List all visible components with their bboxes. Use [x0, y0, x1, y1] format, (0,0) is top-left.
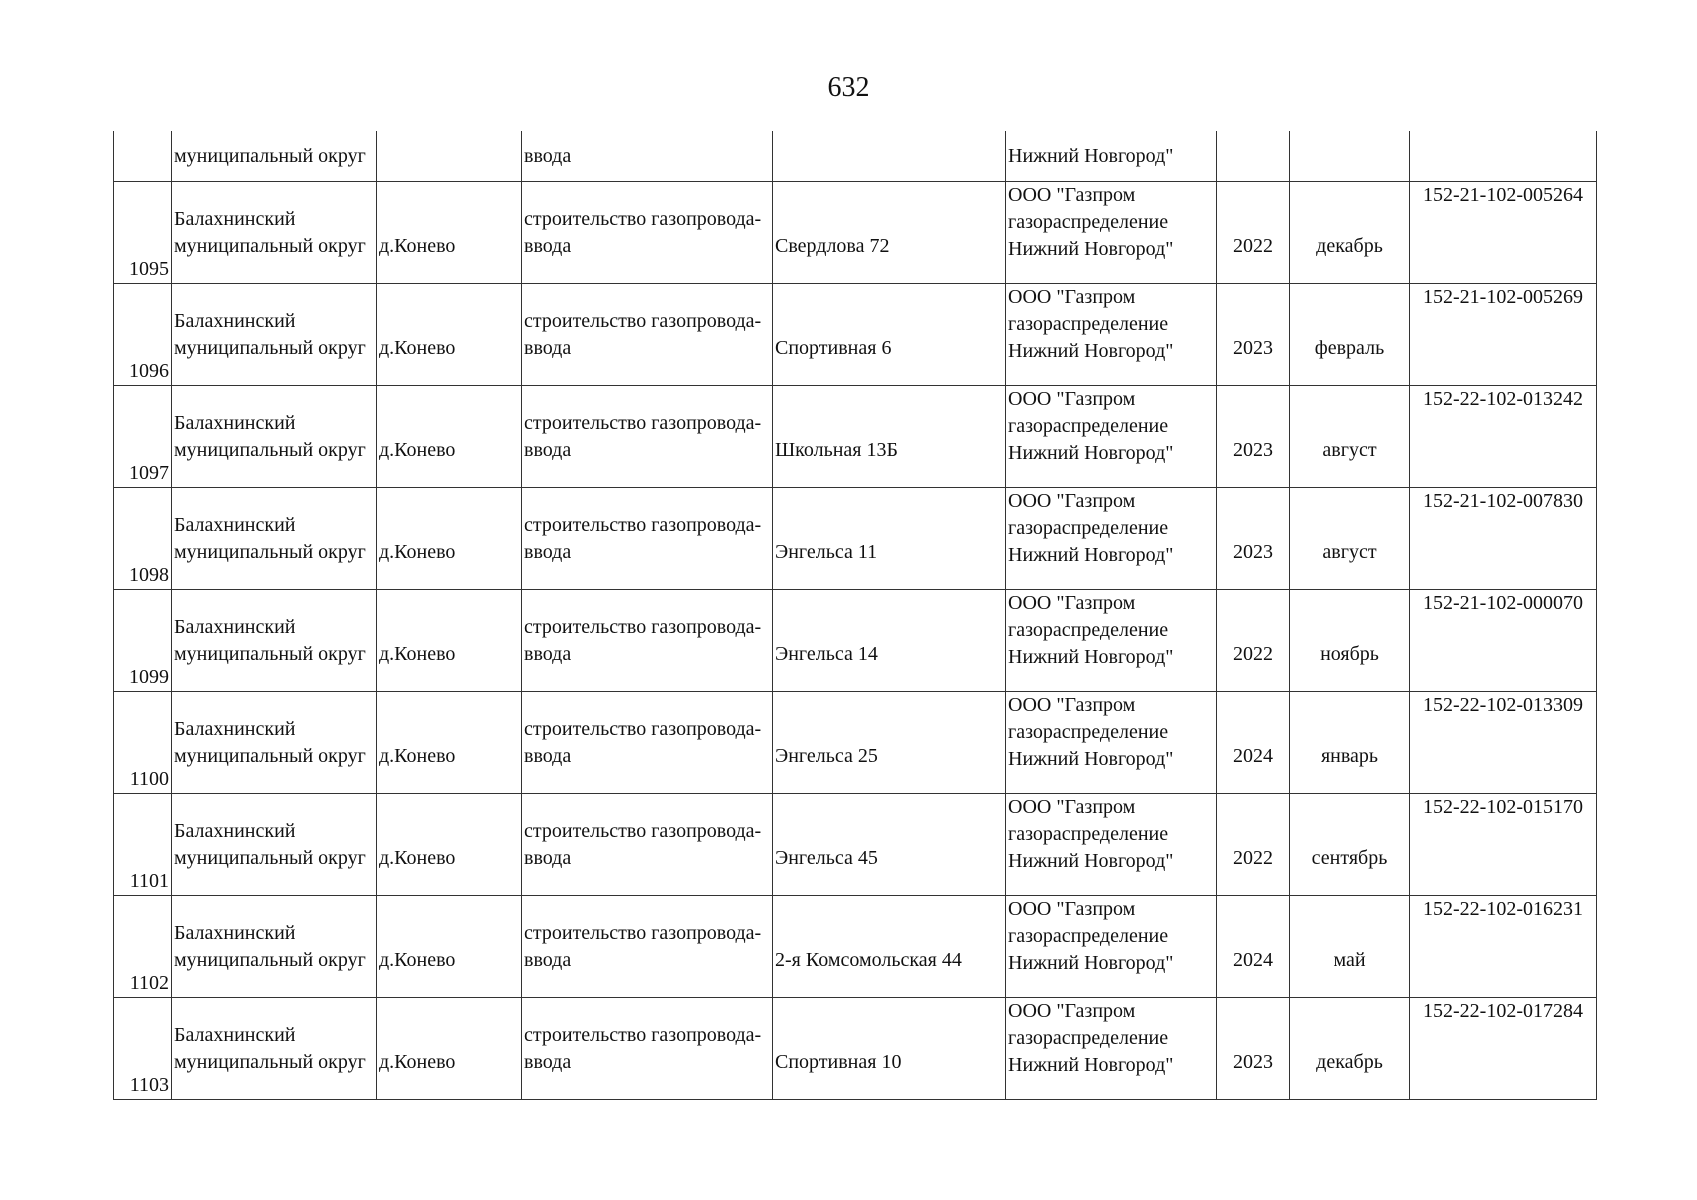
cell-work [522, 590, 773, 692]
address-text: Энгельса 11 [775, 540, 878, 563]
cell-month [1290, 896, 1410, 998]
cell-year [1217, 794, 1290, 896]
month-text: май [1333, 948, 1366, 971]
district-line: муниципальный округ [174, 234, 366, 257]
org-line: газораспределение [1008, 313, 1169, 335]
cell-month [1290, 998, 1410, 1100]
address-text: Энгельса 14 [775, 642, 878, 665]
cell-year [1217, 131, 1290, 182]
org-line: ООО "Газпром [1008, 898, 1136, 920]
continuation-row [114, 131, 1597, 182]
month-text: январь [1320, 744, 1379, 767]
work-line: ввода [524, 948, 572, 971]
table-body [114, 131, 1597, 1100]
cell-address [773, 998, 1006, 1100]
address-text: Энгельса 45 [775, 846, 878, 869]
work-line: ввода [524, 540, 572, 563]
cell-num: 1099 [114, 590, 172, 692]
district-line: Балахнинский [174, 615, 296, 638]
cell-organization [1006, 896, 1217, 998]
cell-code: 152-22-102-013309 [1410, 692, 1597, 794]
cell-organization [1006, 488, 1217, 590]
table-row [114, 896, 1597, 998]
org-line: ООО "Газпром [1008, 694, 1136, 716]
work-line: строительство газопровода- [524, 921, 762, 944]
district-line: муниципальный округ [174, 1050, 366, 1073]
cell-year [1217, 488, 1290, 590]
cell-month [1290, 284, 1410, 386]
cell-num: 1100 [114, 692, 172, 794]
district-line: муниципальный округ [174, 744, 366, 767]
org-line: Нижний Новгород" [1008, 646, 1174, 668]
cell-code: 152-21-102-005264 [1410, 182, 1597, 284]
cell-code: 152-21-102-005269 [1410, 284, 1597, 386]
org-line: ООО "Газпром [1008, 184, 1136, 206]
locality-text: д.Конево [379, 846, 456, 869]
table-row [114, 386, 1597, 488]
table-row [114, 692, 1597, 794]
cell-organization [1006, 794, 1217, 896]
table-row [114, 182, 1597, 284]
cell-month [1290, 182, 1410, 284]
cell-locality [377, 590, 522, 692]
cell-month [1290, 488, 1410, 590]
cell-locality [377, 998, 522, 1100]
district-line: муниципальный округ [174, 846, 366, 869]
cell-num: 1096 [114, 284, 172, 386]
org-line: газораспределение [1008, 619, 1169, 641]
cell-address [773, 284, 1006, 386]
work-line: строительство газопровода- [524, 819, 762, 842]
work-line: ввода [524, 642, 572, 665]
year-text: 2023 [1233, 1050, 1273, 1073]
org-line: Нижний Новгород" [1008, 238, 1174, 260]
locality-text: д.Конево [379, 438, 456, 461]
org-line: Нижний Новгород" [1008, 340, 1174, 362]
cell-address [773, 488, 1006, 590]
district-line: Балахнинский [174, 411, 296, 434]
org-line: ООО "Газпром [1008, 796, 1136, 818]
cell-work [522, 386, 773, 488]
work-line: строительство газопровода- [524, 717, 762, 740]
year-text: 2024 [1233, 948, 1273, 971]
locality-text: д.Конево [379, 744, 456, 767]
cell-num: 1102 [114, 896, 172, 998]
cell-locality [377, 488, 522, 590]
address-text: Свердлова 72 [775, 234, 890, 257]
cell-organization [1006, 386, 1217, 488]
cell-organization [1006, 998, 1217, 1100]
cell-month [1290, 590, 1410, 692]
cell-code: 152-22-102-015170 [1410, 794, 1597, 896]
work-line: строительство газопровода- [524, 1023, 762, 1046]
org-line: Нижний Новгород" [1008, 442, 1174, 464]
address-text: 2-я Комсомольская 44 [775, 948, 962, 971]
work-line: ввода [524, 744, 572, 767]
address-text: Школьная 13Б [775, 438, 898, 461]
month-text: август [1322, 438, 1377, 461]
cell-work [522, 692, 773, 794]
org-line: Нижний Новгород" [1008, 748, 1174, 770]
year-text: 2023 [1233, 540, 1273, 563]
cell-organization: Нижний Новгород" [1006, 131, 1217, 182]
work-line: ввода [524, 1050, 572, 1073]
cell-num: 1103 [114, 998, 172, 1100]
district-line: Балахнинский [174, 717, 296, 740]
year-text: 2024 [1233, 744, 1273, 767]
month-text: август [1322, 540, 1377, 563]
locality-text: д.Конево [379, 234, 456, 257]
cell-month [1290, 131, 1410, 182]
cell-address [773, 182, 1006, 284]
org-line: ООО "Газпром [1008, 490, 1136, 512]
org-line: газораспределение [1008, 823, 1169, 845]
table-row [114, 794, 1597, 896]
month-text: ноябрь [1320, 642, 1379, 665]
cell-organization [1006, 284, 1217, 386]
district-line: Балахнинский [174, 1023, 296, 1046]
cell-code [1410, 131, 1597, 182]
cell-month [1290, 386, 1410, 488]
cell-locality [377, 386, 522, 488]
cell-organization [1006, 692, 1217, 794]
year-text: 2022 [1233, 642, 1273, 665]
cell-year [1217, 386, 1290, 488]
month-text: февраль [1314, 336, 1385, 359]
org-line: ООО "Газпром [1008, 592, 1136, 614]
cell-locality [377, 284, 522, 386]
cell-address [773, 131, 1006, 182]
table-row [114, 284, 1597, 386]
locality-text: д.Конево [379, 948, 456, 971]
org-line: газораспределение [1008, 1027, 1169, 1049]
district-line: Балахнинский [174, 513, 296, 536]
district-line: Балахнинский [174, 819, 296, 842]
org-line: ООО "Газпром [1008, 286, 1136, 308]
org-line: Нижний Новгород" [1008, 952, 1174, 974]
table-row [114, 998, 1597, 1100]
cell-work [522, 284, 773, 386]
cell-district [172, 284, 377, 386]
cell-month [1290, 692, 1410, 794]
org-line: газораспределение [1008, 721, 1169, 743]
work-line: строительство газопровода- [524, 207, 762, 230]
cell-district [172, 386, 377, 488]
year-text: 2022 [1233, 846, 1273, 869]
cell-district [172, 692, 377, 794]
district-line: муниципальный округ [174, 948, 366, 971]
cell-num: 1097 [114, 386, 172, 488]
work-line: ввода [524, 438, 572, 461]
cell-year [1217, 590, 1290, 692]
work-line: строительство газопровода- [524, 513, 762, 536]
org-line: ООО "Газпром [1008, 1000, 1136, 1022]
cell-organization [1006, 182, 1217, 284]
org-line: ООО "Газпром [1008, 388, 1136, 410]
cell-work [522, 182, 773, 284]
cell-district [172, 182, 377, 284]
address-text: Энгельса 25 [775, 744, 878, 767]
cell-code: 152-21-102-007830 [1410, 488, 1597, 590]
cell-code: 152-21-102-000070 [1410, 590, 1597, 692]
month-text: декабрь [1316, 234, 1383, 257]
org-line: Нижний Новгород" [1008, 544, 1174, 566]
cell-address [773, 794, 1006, 896]
locality-text: д.Конево [379, 540, 456, 563]
cell-work [522, 488, 773, 590]
cell-locality [377, 692, 522, 794]
org-line: газораспределение [1008, 211, 1169, 233]
cell-num: 1101 [114, 794, 172, 896]
cell-year [1217, 182, 1290, 284]
cell-code: 152-22-102-013242 [1410, 386, 1597, 488]
district-line: муниципальный округ [174, 336, 366, 359]
cell-num [114, 131, 172, 182]
cell-district [172, 488, 377, 590]
year-text: 2023 [1233, 438, 1273, 461]
district-line: Балахнинский [174, 309, 296, 332]
cell-locality [377, 896, 522, 998]
cell-work [522, 794, 773, 896]
cell-month [1290, 794, 1410, 896]
cell-locality [377, 794, 522, 896]
month-text: декабрь [1316, 1050, 1383, 1073]
org-line: Нижний Новгород" [1008, 1054, 1174, 1076]
year-text: 2023 [1233, 336, 1273, 359]
org-line: газораспределение [1008, 517, 1169, 539]
district-line: муниципальный округ [174, 540, 366, 563]
work-line: ввода [524, 234, 572, 257]
address-text: Спортивная 10 [775, 1050, 902, 1073]
cell-work [522, 998, 773, 1100]
work-line: строительство газопровода- [524, 615, 762, 638]
work-line: ввода [524, 336, 572, 359]
work-line: строительство газопровода- [524, 309, 762, 332]
cell-num: 1098 [114, 488, 172, 590]
cell-district [172, 590, 377, 692]
cell-district [172, 896, 377, 998]
cell-address [773, 590, 1006, 692]
cell-num: 1095 [114, 182, 172, 284]
cell-year [1217, 284, 1290, 386]
district-line: Балахнинский [174, 921, 296, 944]
locality-text: д.Конево [379, 642, 456, 665]
cell-address [773, 692, 1006, 794]
address-text: Спортивная 6 [775, 336, 892, 359]
cell-locality [377, 182, 522, 284]
cell-code: 152-22-102-017284 [1410, 998, 1597, 1100]
cell-work [522, 896, 773, 998]
cell-year [1217, 692, 1290, 794]
cell-code: 152-22-102-016231 [1410, 896, 1597, 998]
district-line: муниципальный округ [174, 438, 366, 461]
year-text: 2022 [1233, 234, 1273, 257]
month-text: сентябрь [1311, 846, 1388, 869]
cell-district [172, 998, 377, 1100]
cell-district [172, 794, 377, 896]
cell-work: ввода [522, 131, 773, 182]
district-line: Балахнинский [174, 207, 296, 230]
locality-text: д.Конево [379, 336, 456, 359]
cell-locality [377, 131, 522, 182]
work-line: строительство газопровода- [524, 411, 762, 434]
cell-year [1217, 998, 1290, 1100]
cell-year [1217, 896, 1290, 998]
gas-pipeline-table [113, 131, 1597, 1100]
table-row [114, 590, 1597, 692]
page-number: 632 [827, 72, 870, 103]
locality-text: д.Конево [379, 1050, 456, 1073]
org-line: газораспределение [1008, 925, 1169, 947]
cell-organization [1006, 590, 1217, 692]
district-line: муниципальный округ [174, 642, 366, 665]
cell-address [773, 896, 1006, 998]
org-line: газораспределение [1008, 415, 1169, 437]
cell-district: муниципальный округ [172, 131, 377, 182]
org-line: Нижний Новгород" [1008, 850, 1174, 872]
table-row [114, 488, 1597, 590]
cell-address [773, 386, 1006, 488]
work-line: ввода [524, 846, 572, 869]
